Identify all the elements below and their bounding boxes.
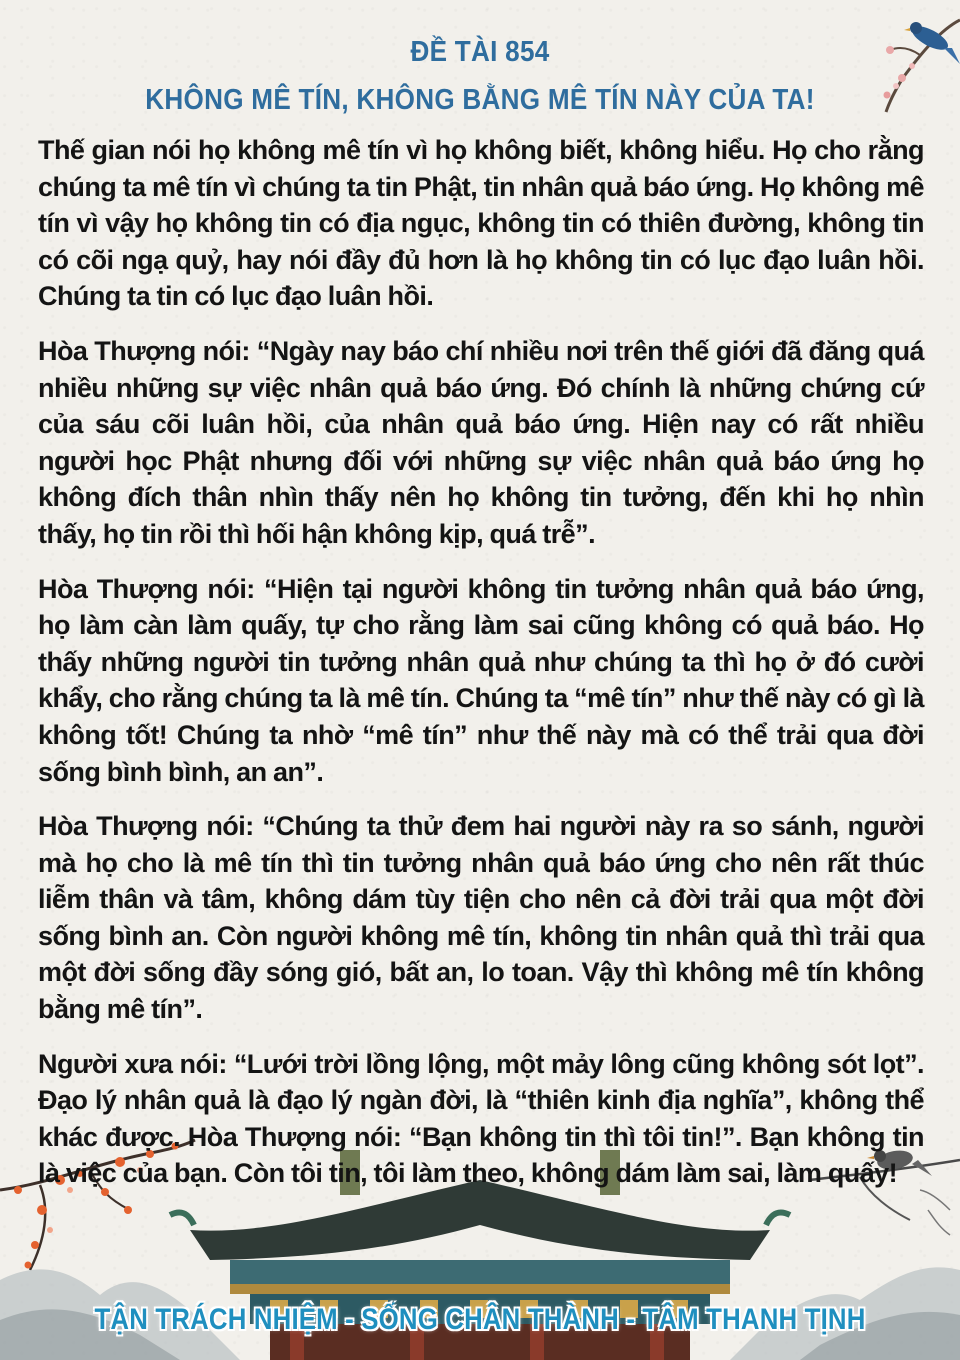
paragraph-4: Hòa Thượng nói: “Chúng ta thử đem hai người này ra so sánh, người mà họ cho là mê tín thì tin tưởng nhân quả báo ứng cho nên rất thúc liễm thân và tâm, không dám tùy tiện cho nên cả đời trải qua một đời sống bình an. Còn người không mê tín, không tin nhân quả thì trải qua một đời sống đầy sóng gió, bất an, lo toan. Vậy thì không mê tín không bằng mê tín”. (38, 811, 924, 1025)
paragraph-2: Hòa Thượng nói: “Ngày nay báo chí nhiều nơi trên thế giới đã đăng quá nhiều những sự việc nhân quả báo ứng. Đó chính là những chứng cứ của sáu cõi luân hồi, của nhân quả báo ứng. Hiện nay có rất nhiều người học Phật nhưng đối với những sự việc nhân quả báo ứng họ không đích thân nhìn thấy nên họ không tin tưởng, đến khi họ nhìn thấy, họ tin rồi thì hối hận không kịp, quá trễ”. (38, 335, 924, 549)
topic-number: ĐỀ TÀI 854 (410, 36, 550, 68)
article-title: KHÔNG MÊ TÍN, KHÔNG BẰNG MÊ TÍN NÀY CỦA TA! (145, 84, 815, 116)
paragraph-1: Thế gian nói họ không mê tín vì họ không biết, không hiểu. Họ cho rằng chúng ta mê tín vì chúng ta tin Phật, tin nhân quả báo ứng. Họ không mê tín vì vậy họ không tin có địa ngục, không tin có thiên đường, không tin có cõi ngạ quỷ, hay nói đầy đủ hơn là họ không tin có lục đạo luân hồi. Chúng ta tin có lục đạo luân hồi. (38, 135, 925, 312)
footer-slogan: TẬN TRÁCH NHIỆM - SỐNG CHÂN THÀNH - TÂM THANH TỊNH (94, 1303, 866, 1336)
article-body (38, 132, 924, 1210)
title-block (0, 28, 960, 124)
paragraph-5: Người xưa nói: “Lưới trời lồng lộng, một mảy lông cũng không sót lọt”. Đạo lý nhân quả là đạo lý ngàn đời, là “thiên kinh địa nghĩa”, không thể khác được. Hòa Thượng nói: “Bạn không tin thì tôi tin!”. Bạn không tin là việc của bạn. Còn tôi tin, tôi làm theo, không dám làm sai, làm quấy! (38, 1048, 924, 1189)
paragraph-3: Hòa Thượng nói: “Hiện tại người không tin tưởng nhân quả báo ứng, họ làm càn làm quấy, tự cho rằng làm sai cũng không có quả báo. Họ thấy những người tin tưởng nhân quả như chúng ta thì họ ở đó cười khẩy, cho rằng chúng ta là mê tín. Chúng ta “mê tín” như thế này có gì là không tốt! Chúng ta nhờ “mê tín” như thế này mà có thể trải qua đời sống bình bình, an an”. (38, 573, 924, 787)
